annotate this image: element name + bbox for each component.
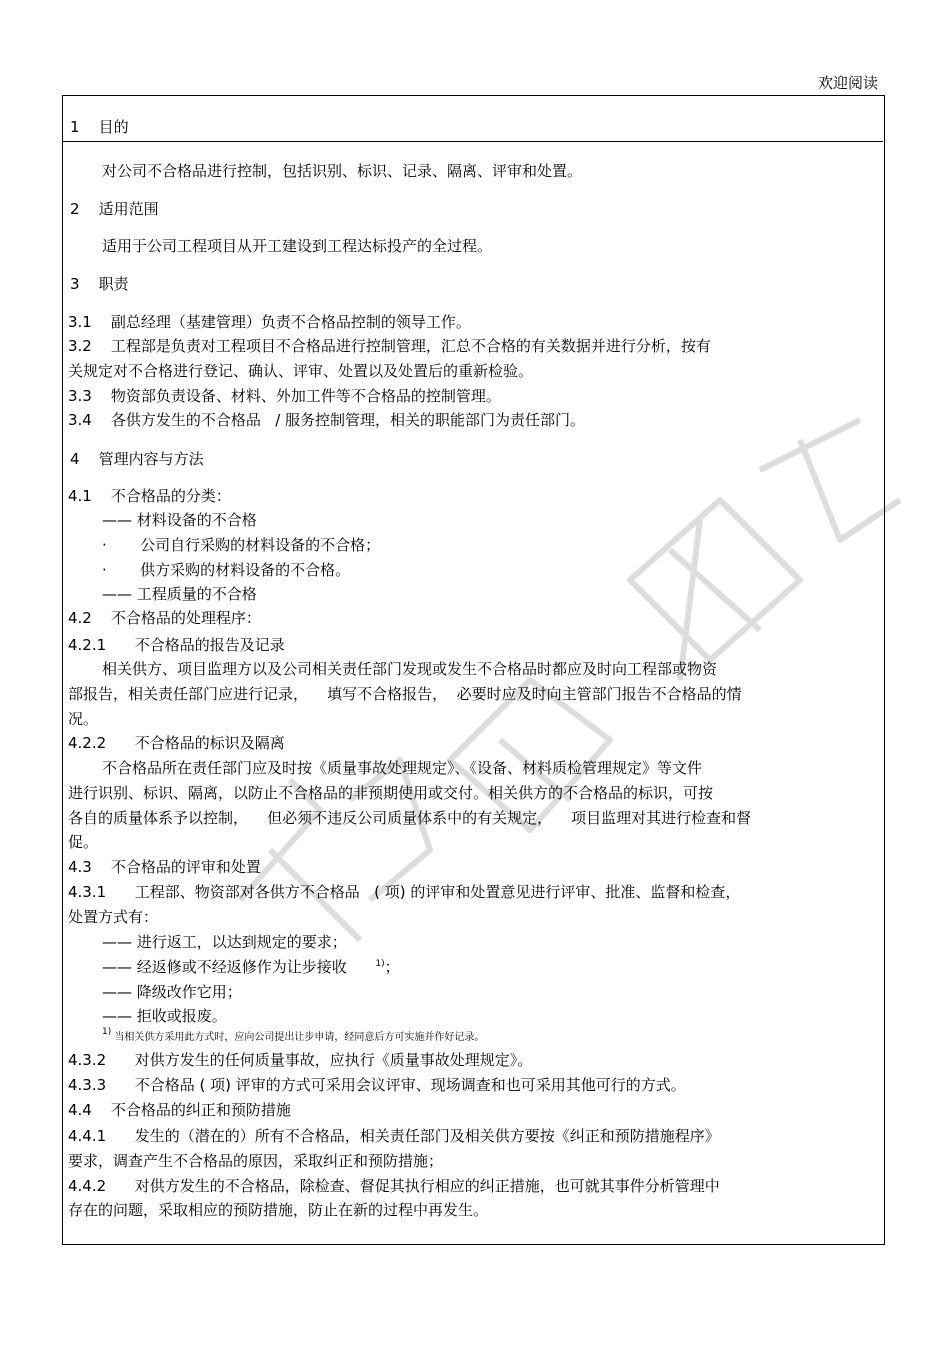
title-rule (62, 141, 883, 142)
paragraph-line: 促。 (68, 833, 99, 851)
footnote-marker: 1) (375, 959, 385, 969)
paragraph-line: 3.1 副总经理（基建管理）负责不合格品控制的领导工作。 (68, 313, 471, 331)
list-item: —— 拒收或报废。 (102, 1007, 227, 1025)
list-item-punct: ； (384, 958, 400, 976)
paragraph-line: 况。 (68, 710, 99, 728)
paragraph-line: 对公司不合格品进行控制，包括识别、标识、记录、隔离、评审和处置。 (102, 162, 583, 180)
list-item-text: —— 经返修或不经返修作为让步接收 (102, 958, 347, 976)
section-heading: 1 目的 (70, 118, 129, 136)
section-heading: 4 管理内容与方法 (70, 450, 204, 468)
footnote-text: 当相关供方采用此方式时，应向公司提出让步申请，经同意后方可实施并作好记录。 (114, 1032, 485, 1043)
paragraph-line: 4.3.3 不合格品 ( 项) 评审的方式可采用会议评审、现场调查和也可采用其他可行的方式。 (68, 1076, 686, 1094)
footnote-mark: 1) (102, 1027, 112, 1037)
paragraph-line: 4.4.2 对供方发生的不合格品，除检查、督促其执行相应的纠正措施，也可就其事件分析管理中 (68, 1177, 720, 1195)
paragraph-line: 不合格品所在责任部门应及时按《质量事故处理规定》、《设备、材料质检管理规定》等文件 (102, 759, 703, 777)
paragraph-line: 适用于公司工程项目从开工建设到工程达标投产的全过程。 (102, 237, 493, 255)
list-item: —— 工程质量的不合格 (102, 585, 257, 603)
paragraph-line: 相关供方、项目监理方以及公司相关责任部门发现或发生不合格品时都应及时向工程部或物资 (102, 660, 718, 678)
list-item: —— 降级改作它用； (102, 983, 242, 1001)
paragraph-line: 要求，调查产生不合格品的原因，采取纠正和预防措施； (68, 1152, 444, 1170)
paragraph-line: 4.4 不合格品的纠正和预防措施 (68, 1101, 291, 1119)
section-heading: 2 适用范围 (70, 200, 159, 218)
paragraph-line: 4.3.1 工程部、物资部对各供方不合格品 ( 项) 的评审和处置意见进行评审、批准、监督和检查， (68, 883, 741, 901)
list-item: · 公司自行采购的材料设备的不合格； (102, 536, 381, 554)
paragraph-line: 部报告，相关责任部门应进行记录， 填写不合格报告， 必要时应及时向主管部门报告不合格品的情 (68, 685, 742, 703)
page-header: 欢迎阅读 (817, 74, 878, 92)
paragraph-line: 处置方式有： (68, 908, 159, 926)
paragraph-line: 3.2 工程部是负责对工程项目不合格品进行控制管理，汇总不合格的有关数据并进行分析，按有 (68, 337, 711, 355)
paragraph-line: 存在的问题，采取相应的预防措施，防止在新的过程中再发生。 (68, 1201, 489, 1219)
paragraph-line: 3.3 物资部负责设备、材料、外加工件等不合格品的控制管理。 (68, 387, 501, 405)
list-item (102, 957, 400, 980)
paragraph-line: 4.2 不合格品的处理程序： (68, 609, 261, 627)
paragraph-line: 4.2.1 不合格品的报告及记录 (68, 636, 285, 654)
paragraph-line: 关规定对不合格进行登记、确认、评审、处置以及处置后的重新检验。 (68, 362, 534, 380)
paragraph-line: 4.3.2 对供方发生的任何质量事故，应执行《质量事故处理规定》。 (68, 1051, 533, 1069)
section-heading: 3 职责 (70, 275, 129, 293)
paragraph-line: 4.1 不合格品的分类： (68, 487, 231, 505)
list-item: · 供方采购的材料设备的不合格。 (102, 561, 351, 579)
footnote (102, 1028, 484, 1048)
paragraph-line: 3.4 各供方发生的不合格品 / 服务控制管理，相关的职能部门为责任部门。 (68, 411, 586, 429)
list-item: —— 进行返工，以达到规定的要求； (102, 933, 347, 951)
paragraph-line: 进行识别、标识、隔离，以防止不合格品的非预期使用或交付。相关供方的不合格品的标识，可按 (68, 784, 714, 802)
paragraph-line: 4.2.2 不合格品的标识及隔离 (68, 734, 285, 752)
list-item: —— 材料设备的不合格 (102, 511, 257, 529)
paragraph-line: 4.3 不合格品的评审和处置 (68, 858, 261, 876)
paragraph-line: 4.4.1 发生的（潜在的）所有不合格品，相关责任部门及相关供方要按《纠正和预防措施程序》 (68, 1127, 720, 1145)
paragraph-line: 各自的质量体系予以控制， 但必须不违反公司质量体系中的有关规定， 项目监理对其进行检查和督 (68, 809, 752, 827)
